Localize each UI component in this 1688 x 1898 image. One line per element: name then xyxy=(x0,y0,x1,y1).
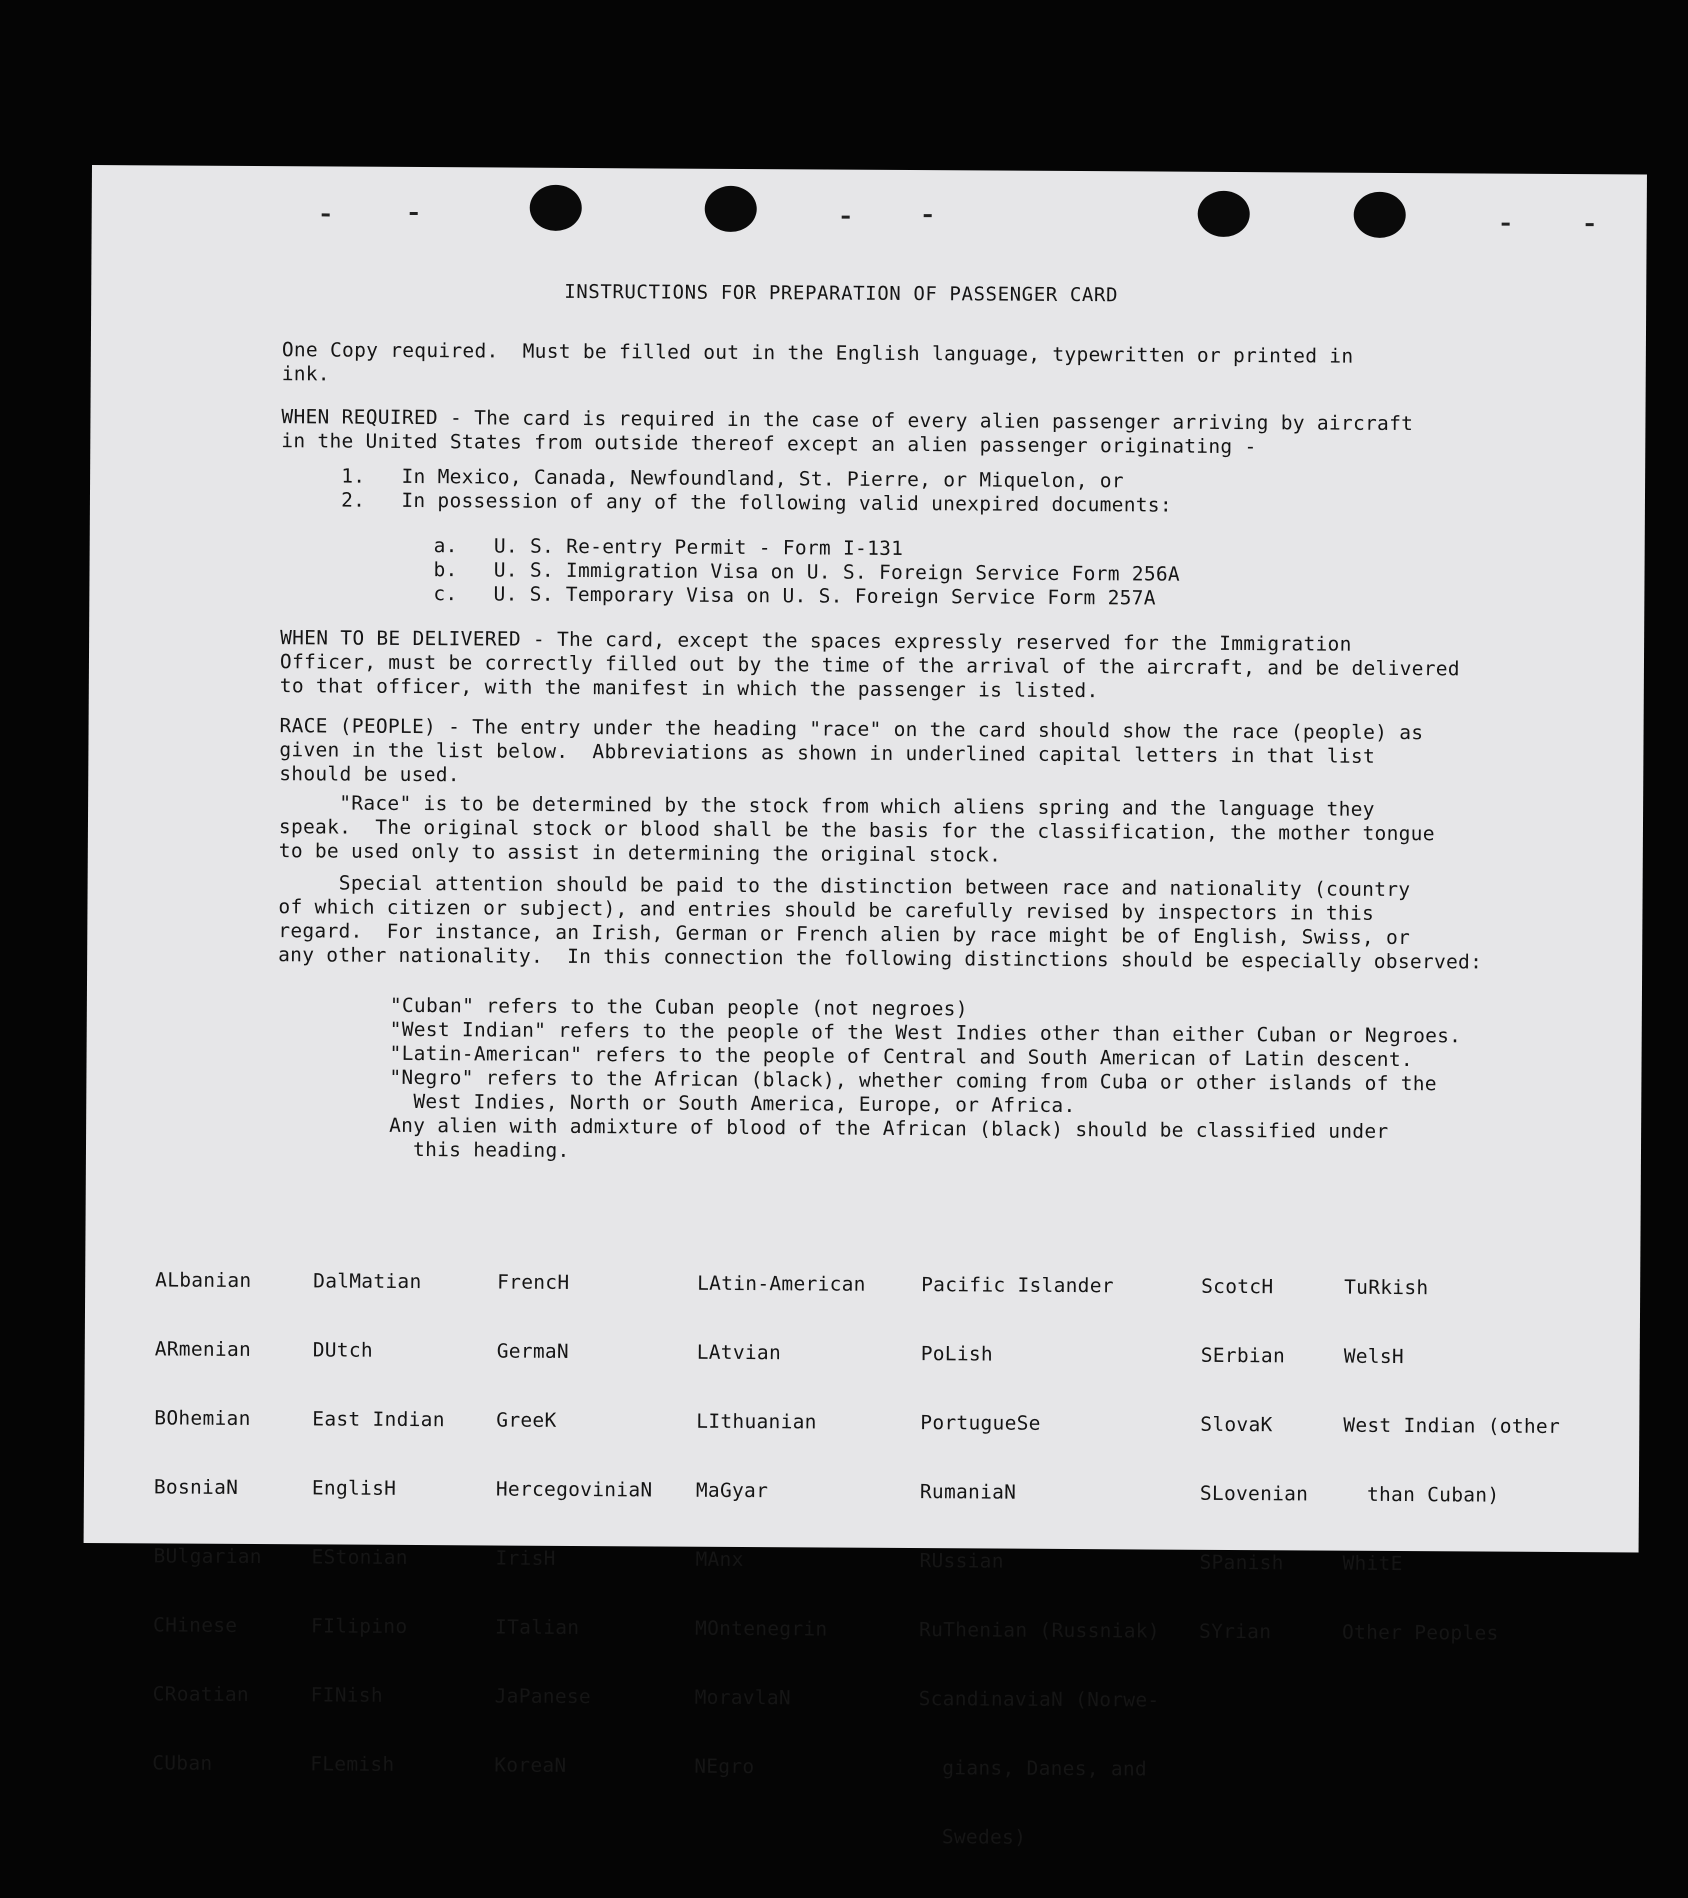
race-entry: TuRkish xyxy=(1344,1275,1429,1300)
race-entry: ALbanian xyxy=(155,1268,252,1292)
race-list-column xyxy=(917,1227,1162,1895)
race-entry: WelsH xyxy=(1343,1344,1405,1369)
race-list-column xyxy=(310,1223,446,1822)
race-entry: SYrian xyxy=(1198,1619,1272,1644)
numbered-list: 1. In Mexico, Canada, Newfoundland, St. Pierre, or Miquelon, or 2. In possession of any of the following valid unexpired documents: xyxy=(280,464,1172,517)
race-entry: ITalian xyxy=(495,1615,580,1640)
race-entry: RumaniaN xyxy=(919,1480,1017,1504)
punch-hole xyxy=(1198,191,1250,237)
race-entry: SPanish xyxy=(1199,1550,1284,1575)
race-people-paragraph: RACE (PEOPLE) - The entry under the heading "race" on the card should show the race (people) as given in the list below. Abbreviations as shown in underlined capital letters in that list should be used. xyxy=(279,714,1424,787)
race-definition-paragraph: "Race" is to be determined by the stock from which aliens spring and the language they speak. The original stock or blood shall be the basis for the classification, the mother tongue to be used only to assist in determining the original stock. xyxy=(278,791,1435,867)
race-entry: HercegoviniaN xyxy=(495,1477,653,1502)
race-entry: FLemish xyxy=(310,1752,395,1776)
race-list-column xyxy=(694,1226,866,1825)
ink-speck xyxy=(410,212,418,215)
race-entry: GermaN xyxy=(496,1339,570,1363)
race-entry: DalMatian xyxy=(313,1269,422,1294)
race-entry: ScotcH xyxy=(1201,1274,1274,1299)
race-entry: WhitE xyxy=(1342,1551,1403,1576)
race-entry: IrisH xyxy=(495,1546,556,1570)
race-entry: SlovaK xyxy=(1200,1412,1273,1437)
race-entry: MAnx xyxy=(695,1547,744,1572)
race-entry: EnglisH xyxy=(311,1476,397,1500)
race-list-column xyxy=(494,1224,654,1823)
distinctions-list: "Cuban" refers to the Cuban people (not negroes) "West Indian" refers to the people of the West Indies other than either Cuban or Negroes. "Latin-American" refers to the people of Central and South American of Latin descent. "Negro" refers to the African (black), whether coming from Cuba or other islands of the West Indies, North or South America, Europe, or Africa. Any alien with admixture of blood of the African (black) should be classified under this heading. xyxy=(388,993,1462,1162)
race-entry: than Cuban) xyxy=(1342,1482,1500,1507)
race-entry: West Indian (other xyxy=(1343,1413,1561,1438)
race-entry: LIthuanian xyxy=(696,1409,817,1434)
ink-speck xyxy=(924,214,932,217)
race-entry: LAtin-American xyxy=(697,1271,866,1296)
documents-list: a. U. S. Re-entry Permit - Form I-131 b. U. S. Immigration Visa on U. S. Foreign Service Form 256A c. U. S. Temporary Visa on U. S. Foreign Service Form 257A xyxy=(433,534,1181,610)
punch-hole xyxy=(705,186,757,232)
race-entry: DUtch xyxy=(312,1338,374,1362)
race-entry: SLovenian xyxy=(1199,1481,1309,1506)
ink-speck xyxy=(322,213,330,216)
race-entry: RuThenian (Russniak) xyxy=(918,1618,1160,1643)
race-entry: CHinese xyxy=(153,1613,238,1637)
race-entry: CUban xyxy=(152,1751,213,1775)
when-delivered-paragraph: WHEN TO BE DELIVERED - The card, except the spaces expressly reserved for the Immigration Officer, must be correctly filled out by the time of the arrival of the aircraft, and be delivered to that officer, with the manifest in which the passenger is listed. xyxy=(279,626,1460,703)
race-entry: Other Peoples xyxy=(1341,1620,1499,1645)
race-entry: PoLish xyxy=(920,1342,994,1366)
race-entry: KoreaN xyxy=(494,1753,567,1777)
special-attention-paragraph: Special attention should be paid to the distinction between race and nationality (country of which citizen or subject), and entries should be carefully revised by inspectors in this regard. For instance, an Irish, German or French alien by race might be of English, Swiss, or any other nationality. In this connection the following distinctions should be especially observed: xyxy=(278,871,1483,974)
race-entry: BosniaN xyxy=(153,1475,239,1499)
race-entry: PortugueSe xyxy=(920,1411,1041,1435)
intro-paragraph: One Copy required. Must be filled out in the English language, typewritten or printed in ink. xyxy=(281,338,1354,386)
race-entry: MOntenegrin xyxy=(695,1616,828,1641)
when-required-paragraph: WHEN REQUIRED - The card is required in the case of every alien passenger arriving by aircraft in the United States from outside thereof except an alien passenger originating - xyxy=(281,405,1414,459)
ink-speck xyxy=(1502,223,1510,226)
race-entry: EStonian xyxy=(311,1545,408,1569)
race-entry: GreeK xyxy=(496,1408,557,1432)
race-entry: gians, Danes, and xyxy=(918,1756,1148,1781)
document-title: INSTRUCTIONS FOR PREPARATION OF PASSENGER CARD xyxy=(564,280,1119,307)
race-entry: ScandinaviaN (Norwe- xyxy=(918,1687,1160,1712)
ink-speck xyxy=(1586,223,1594,226)
race-entry: Swedes) xyxy=(917,1825,1027,1849)
race-entry: East Indian xyxy=(312,1407,445,1432)
punch-hole xyxy=(530,185,582,231)
punch-hole xyxy=(1354,192,1406,238)
race-entry: RUssian xyxy=(919,1549,1004,1573)
race-entry: BUlgarian xyxy=(153,1544,262,1569)
race-entry: Pacific Islander xyxy=(921,1273,1114,1298)
race-list-column xyxy=(1199,1229,1310,1690)
race-entry: LAtvian xyxy=(696,1340,782,1365)
race-list-column xyxy=(1342,1230,1562,1691)
race-entry: FIlipino xyxy=(311,1614,408,1638)
race-entry: NEgro xyxy=(694,1754,755,1779)
race-entry: CRoatian xyxy=(152,1682,250,1706)
race-entry: SErbian xyxy=(1200,1343,1286,1368)
race-entry: JaPanese xyxy=(494,1684,592,1709)
race-entry: MoravlaN xyxy=(694,1685,792,1710)
race-entry: FINish xyxy=(310,1683,383,1707)
document-page xyxy=(84,165,1647,1849)
race-entry: BOhemian xyxy=(154,1406,251,1430)
ink-speck xyxy=(842,216,850,219)
race-entry: FrencH xyxy=(497,1270,570,1294)
race-entry: ARmenian xyxy=(154,1337,252,1361)
race-entry: MaGyar xyxy=(695,1478,769,1503)
race-list-column xyxy=(152,1222,264,1821)
